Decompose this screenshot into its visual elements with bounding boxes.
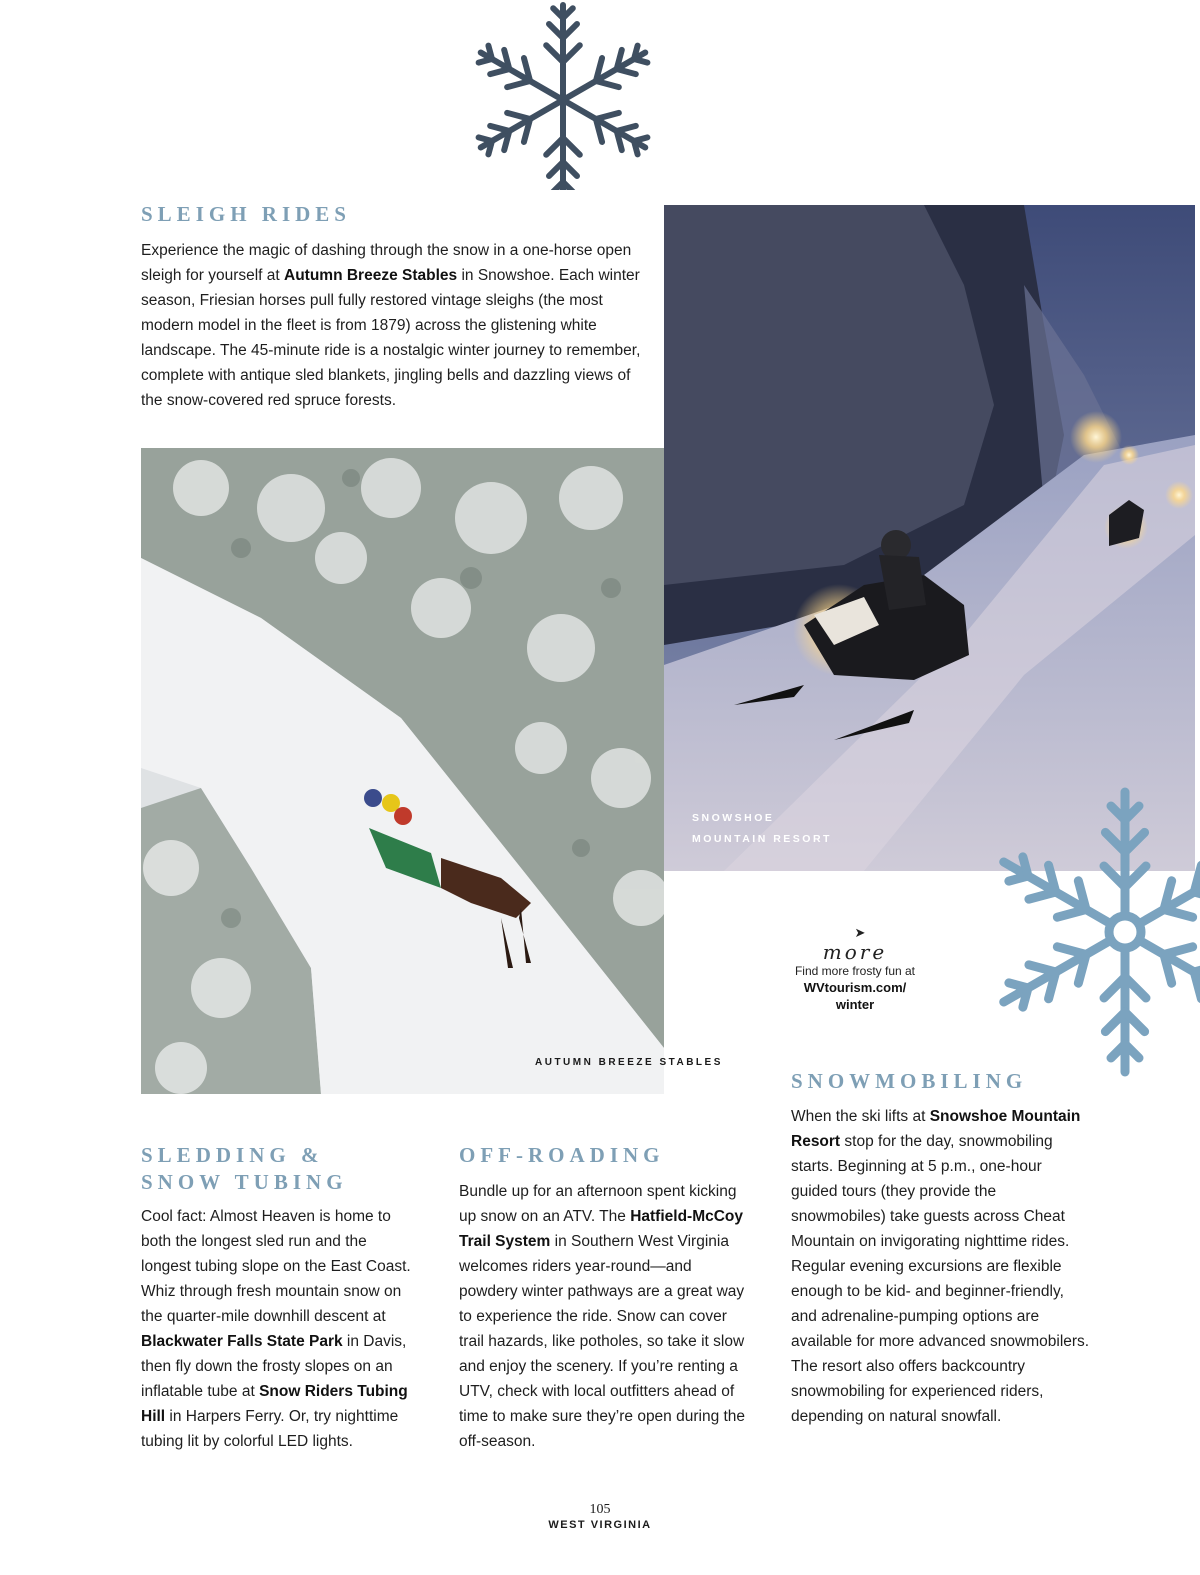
more-link-line-2[interactable]: winter xyxy=(835,997,875,1012)
cursor-arrow-icon: ➤ xyxy=(854,925,866,940)
sledding-heading-line-2: SNOW TUBING xyxy=(141,1170,348,1194)
page-footer xyxy=(500,1502,700,1532)
bold-place-name: Snowshoe Mountain Resort xyxy=(791,1108,1081,1150)
snowmobiling-body: When the ski lifts at Snowshoe Mountain Resort stop for the day, snowmobiling starts. Beginning at 5 p.m., one-hour guided tours (they provide the snowmobiles) take guests across Cheat Mountain on invigorating nighttime rides. Regular evening excursions are flexible enough to be kid- and beginner-friendly, and adrenaline-pumping options are available for more advanced snowmobilers. The resort also offers backcountry snowmobiling for experienced riders, depending on natural snowfall. xyxy=(791,1108,1090,1425)
page-number: 105 xyxy=(589,1502,611,1517)
sleigh-photo xyxy=(141,448,664,1094)
more-callout xyxy=(785,925,925,1013)
more-word: more xyxy=(822,940,888,964)
sleigh-rides-heading: SLEIGH RIDES xyxy=(141,202,351,226)
more-link-line-1[interactable]: WVtourism.com/ xyxy=(803,980,907,995)
credit-line-1: SNOWSHOE xyxy=(692,812,775,824)
side-snowflake-icon xyxy=(995,787,1200,1077)
bold-place-name: Hatfield-McCoy Trail System xyxy=(459,1208,744,1250)
sledding-heading xyxy=(141,1142,431,1196)
top-snowflake-icon xyxy=(448,0,678,190)
sleigh-photo-credit: AUTUMN BREEZE STABLES xyxy=(535,1057,723,1068)
snowmobile-photo xyxy=(664,205,1195,871)
sleigh-rides-body: Experience the magic of dashing through the snow in a one-horse open sleigh for yourself at Autumn Breeze Stables in Snowshoe. Each winter season, Friesian horses pull fully restored vintage sleighs (the most modern model in the fleet is from 1879) across the glistening white landscape. The 45-minute ride is a nostalgic winter journey to remember, complete with antique sled blankets, jingling bells and dazzling views of the snow-covered red spruce forests. xyxy=(141,242,641,409)
bold-place-name: Snow Riders Tubing Hill xyxy=(141,1383,408,1425)
snowmobiling-heading: SNOWMOBILING xyxy=(791,1069,1028,1093)
sledding-body: Cool fact: Almost Heaven is home to both the longest sled run and the longest tubing slope on the East Coast. Whiz through fresh mountain snow on the quarter-mile downhill descent at Blackwater Falls State Park in Davis, then fly down the frosty slopes on an inflatable tube at Snow Riders Tubing Hill in Harpers Ferry. Or, try nighttime tubing lit by colorful LED lights. xyxy=(141,1208,411,1450)
offroading-body: Bundle up for an afternoon spent kicking up snow on an ATV. The Hatfield-McCoy Trail System in Southern West Virginia welcomes riders year-round—and powdery winter pathways are a great way to experience the ride. Snow can cover trail hazards, like potholes, so take it slow and enjoy the scenery. If you’re renting a UTV, check with local outfitters ahead of time to make sure they’re open during the off-season. xyxy=(459,1183,746,1450)
credit-line-2: MOUNTAIN RESORT xyxy=(692,833,832,845)
snowmobile-photo-credit xyxy=(692,808,832,850)
bold-place-name: Blackwater Falls State Park xyxy=(141,1333,343,1350)
bold-place-name: Autumn Breeze Stables xyxy=(284,267,458,284)
publication-label: WEST VIRGINIA xyxy=(548,1519,652,1531)
offroading-heading: OFF-ROADING xyxy=(459,1143,665,1167)
sledding-heading-line-1: SLEDDING & xyxy=(141,1143,324,1167)
more-text: Find more frosty fun at xyxy=(794,964,916,978)
more-link[interactable] xyxy=(785,979,925,1013)
